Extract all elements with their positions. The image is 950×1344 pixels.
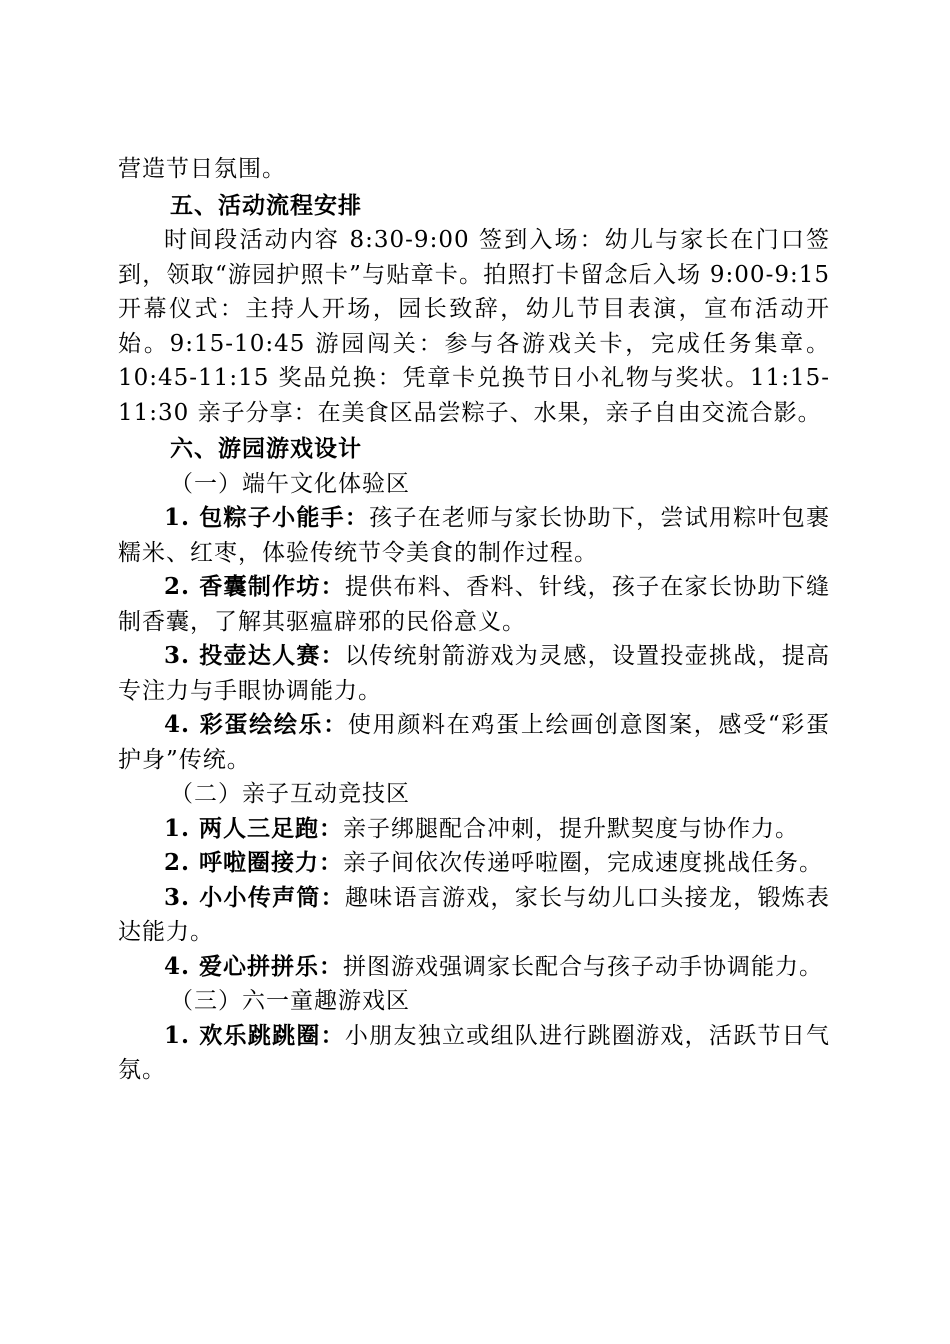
game-item-label: 4. 爱心拼拼乐：	[164, 952, 344, 980]
game-item-label: 1. 两人三足跑：	[164, 814, 344, 842]
zone-title-dragon-boat: （一）端午文化体验区	[170, 470, 410, 497]
game-item-label: 1. 包粽子小能手：	[164, 504, 370, 531]
game-item	[118, 881, 830, 950]
game-item	[118, 570, 830, 639]
game-item	[118, 501, 830, 570]
game-item-text: 亲子绑腿配合冲刺，提升默契度与协作力。	[343, 815, 800, 842]
game-item	[118, 708, 830, 777]
section-heading-games: 六、游园游戏设计	[170, 435, 362, 462]
game-item-text: 小朋友独立或组队进行跳圈游戏，活跃节日气氛。	[118, 1022, 830, 1083]
section-heading-schedule: 五、活动流程安排	[170, 191, 362, 219]
document-body	[118, 152, 830, 1088]
game-item-text: 以传统射箭游戏为灵感，设置投壶挑战，提高专注力与手眼协调能力。	[118, 643, 830, 704]
game-item-label: 2. 香囊制作坊：	[164, 573, 345, 600]
game-item-label: 3. 投壶达人赛：	[164, 642, 345, 669]
game-item-text: 趣味语言游戏，家长与幼儿口头接龙，锻炼表达能力。	[118, 884, 830, 945]
game-item-label: 4. 彩蛋绘绘乐：	[164, 711, 348, 738]
game-item	[118, 812, 830, 847]
game-item-text: 拼图游戏强调家长配合与孩子动手协调能力。	[343, 953, 824, 980]
game-item	[118, 639, 830, 708]
game-item-text: 孩子在老师与家长协助下，尝试用粽叶包裹糯米、红枣，体验传统节令美食的制作过程。	[118, 505, 830, 566]
game-item-text: 亲子间依次传递呼啦圈，完成速度挑战任务。	[343, 850, 824, 876]
schedule-paragraph: 时间段活动内容 8:30-9:00 签到入场：幼儿与家长在门口签到，领取“游园护照卡”与贴章卡。拍照打卡留念后入场 9:00-9:15 开幕仪式：主持人开场，园长致辞，幼儿节目表演，宣布活动开始。9:15-10:45 游园闯关：参与各游戏关卡，完成任务集章。10:45-11:15 奖品兑换：凭章卡兑换节日小礼物与奖状。11:15-11:30 亲子分享：在美食区品尝粽子、水果，亲子自由交流合影。	[118, 227, 830, 426]
game-item	[118, 950, 830, 985]
game-item-text: 提供布料、香料、针线，孩子在家长协助下缝制香囊，了解其驱瘟辟邪的民俗意义。	[118, 574, 830, 635]
game-item-text: 使用颜料在鸡蛋上绘画创意图案，感受“彩蛋护身”传统。	[118, 712, 830, 773]
zone-title-childrens-day: （三）六一童趣游戏区	[170, 988, 410, 1014]
game-item	[118, 846, 830, 881]
game-item	[118, 1019, 830, 1088]
game-item-label: 1. 欢乐跳跳圈：	[164, 1021, 345, 1049]
zone-title-parent-child: （二）亲子互动竞技区	[170, 781, 410, 807]
game-item-label: 3. 小小传声筒：	[164, 883, 345, 911]
intro-tail: 营造节日氛围。	[118, 156, 286, 182]
game-item-label: 2. 呼啦圈接力：	[164, 849, 344, 876]
